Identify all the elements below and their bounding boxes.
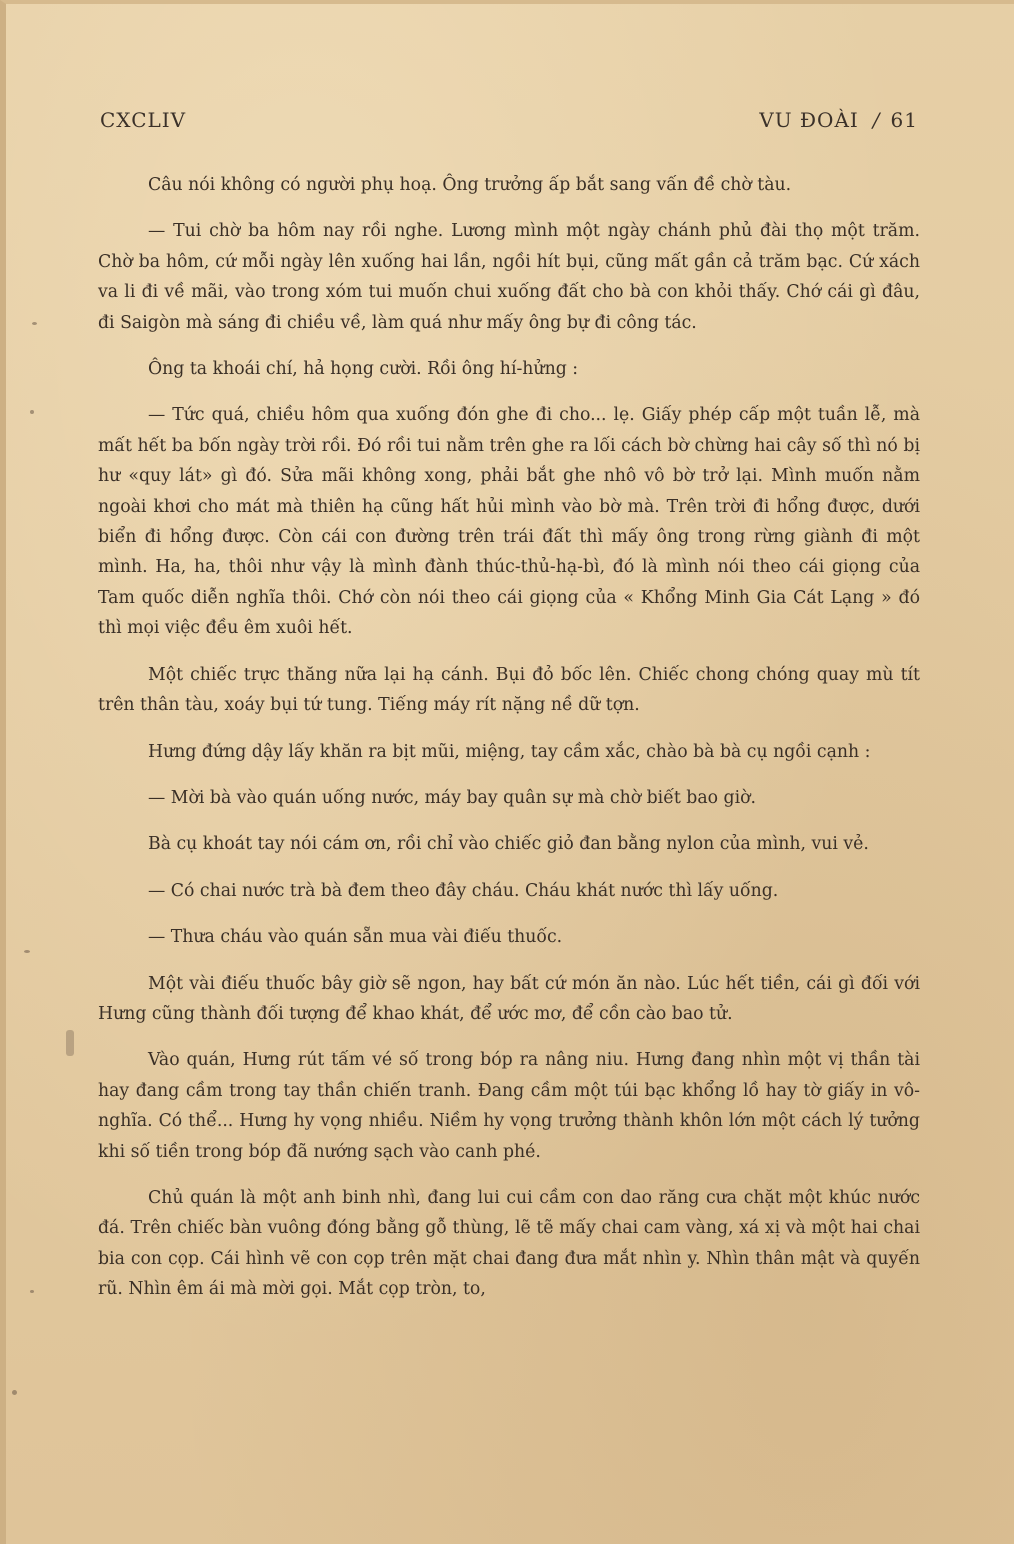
paragraph: Hưng đứng dậy lấy khăn ra bịt mũi, miệng, tay cầm xắc, chào bà bà cụ ngồi cạnh : (148, 741, 871, 762)
paragraph: Một chiếc trực thăng nữa lại hạ cánh. Bụi đỏ bốc lên. Chiếc chong chóng quay mù tít trên thân tàu, xoáy bụi tứ tung. Tiếng máy rít nặng nề dữ tợn. (98, 664, 920, 716)
paper-speck (32, 322, 37, 325)
paper-speck (30, 1290, 34, 1293)
paragraph: Vào quán, Hưng rút tấm vé số trong bóp ra nâng niu. Hưng đang nhìn một vị thần tài hay đang cầm trong tay thần chiến tranh. Đang cầm một túi bạc khổng lồ hay tờ giấy in vô-nghĩa. Có thể... Hưng hy vọng nhiều. Niềm hy vọng trưởng thành khôn lớn một cách lý tưởng khi số tiền trong bóp đã nướng sạch vào canh phé. (98, 1050, 920, 1162)
paragraph: — Thưa cháu vào quán sẵn mua vài điếu thuốc. (148, 927, 563, 948)
paragraph: — Có chai nước trà bà đem theo đây cháu. Cháu khát nước thì lấy uống. (148, 880, 779, 901)
page-number: 61 (890, 108, 918, 132)
paragraph: — Mời bà vào quán uống nước, máy bay quân sự mà chờ biết bao giờ. (148, 787, 757, 808)
author-name: VU ĐOÀI (759, 108, 859, 132)
paper-speck (30, 410, 34, 414)
paragraph: Chủ quán là một anh binh nhì, đang lui cui cầm con dao răng cưa chặt một khúc nước đá. Trên chiếc bàn vuông đóng bằng gỗ thùng, lẽ tẽ mấy chai cam vàng, xá xị và một hai chai bia con cọp. Cái hình vẽ con cọp trên mặt chai đang đưa mắt nhìn y. Nhìn thân mật và quyến rũ. Nhìn êm ái mà mời gọi. Mắt cọp tròn, to, (98, 1187, 920, 1300)
paper-speck (12, 1390, 17, 1395)
paragraph: — Tui chờ ba hôm nay rồi nghe. Lương mình một ngày chánh phủ đài thọ một trăm. Chờ ba hôm, cứ mỗi ngày lên xuống hai lần, ngồi hít bụi, cũng mất gần cả trăm bạc. Cứ xách va li đi về mãi, vào trong xóm tui muốn chui xuống đất cho bà con khỏi thấy. Chớ cái gì đâu, đi Saigòn mà sáng đi chiều về, làm quá như mấy ông bự đi công tác. (98, 221, 920, 333)
author-and-page-number (759, 108, 918, 132)
paragraph: Câu nói không có người phụ hoạ. Ông trưởng ấp bắt sang vấn đề chờ tàu. (148, 175, 792, 195)
paragraph: — Tức quá, chiều hôm qua xuống đón ghe đi cho... lẹ. Giấy phép cấp một tuần lễ, mà mất hết ba bốn ngày trời rồi. Đó rồi tui nằm trên ghe ra lối cách bờ chừng hai cây số thì nó bị hư «quy lát» gì đó. Sửa mãi không xong, phải bắt ghe nhô vô bờ trở lại. Mình muốn nằm ngoài khơi cho mát mà thiên hạ cũng hất hủi mình vào bờ mà. Trên trời đi hổng được, dưới biển đi hổng được. Còn cái con đường trên trái đất thì mấy ông trong rừng giành đi một mình. Ha, ha, thôi như vậy là mình đành thúc-thủ-hạ-bì, đó là mình nói theo cái giọng của Tam quốc diễn nghĩa thôi. Chớ còn nói theo cái giọng của « Khổng Minh Gia Cát Lạng » đó thì mọi việc đều êm xuôi hết. (98, 405, 920, 639)
paper-speck (66, 1030, 74, 1056)
header-separator: / (872, 108, 881, 132)
paragraph: Một vài điếu thuốc bây giờ sẽ ngon, hay bất cứ món ăn nào. Lúc hết tiền, cái gì đối với Hưng cũng thành đối tượng để khao khát, để ước mơ, để cồn cào bao tử. (98, 973, 920, 1024)
paper-speck (24, 950, 30, 953)
running-header (100, 108, 918, 142)
body-text (98, 170, 920, 1321)
paragraph: Bà cụ khoát tay nói cám ơn, rồi chỉ vào chiếc giỏ đan bằng nylon của mình, vui vẻ. (148, 834, 869, 855)
paragraph: Ông ta khoái chí, hả họng cười. Rồi ông hí-hửng : (148, 359, 579, 380)
page-label: CXCLIV (100, 108, 187, 132)
